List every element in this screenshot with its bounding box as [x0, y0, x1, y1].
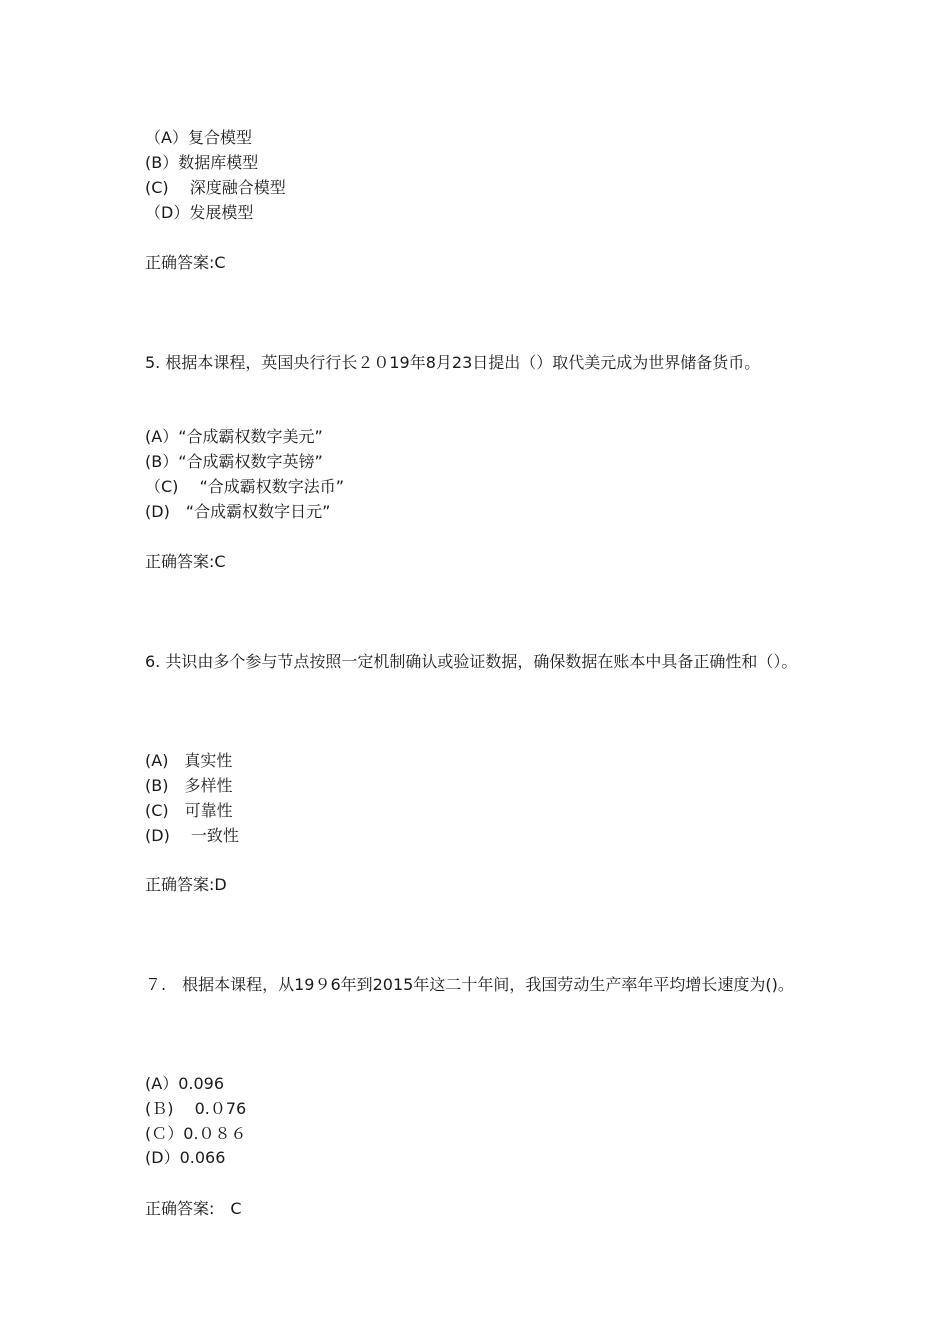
q5-stem: 5. 根据本课程，英国央行行长２０19年8月23日提出（）取代美元成为世界储备货币。	[145, 353, 761, 372]
q7-option-b: (Ｂ) 0.０76	[145, 1099, 247, 1118]
q5-option-c: （C) “合成霸权数字法币”	[145, 477, 345, 496]
q5-option-a: (A）“合成霸权数字美元”	[145, 427, 323, 446]
q7-stem: ７. 根据本课程，从19９6年到2015年这二十年间，我国劳动生产率年平均增长速度为()。	[145, 975, 794, 994]
q6-answer: 正确答案:D	[145, 875, 227, 894]
q5-option-d: (D) “合成霸权数字日元”	[145, 502, 331, 521]
q6-stem: 6. 共识由多个参与节点按照一定机制确认或验证数据，确保数据在账本中具备正确性和（）。	[145, 652, 798, 671]
q4-option-c: (C) 深度融合模型	[145, 178, 286, 197]
q6-option-d: (D) 一致性	[145, 826, 239, 845]
q6-option-b: (B) 多样性	[145, 776, 233, 795]
q7-option-c: (Ｃ）0.０８６	[145, 1124, 247, 1143]
q7-option-a: (A）0.096	[145, 1074, 224, 1093]
q4-answer: 正确答案:C	[145, 253, 226, 272]
q4-option-d: （D）发展模型	[145, 203, 254, 222]
q4-option-b: (B）数据库模型	[145, 153, 259, 172]
q5-answer: 正确答案:C	[145, 552, 226, 571]
q4-option-a: （A）复合模型	[145, 128, 252, 147]
q7-answer: 正确答案: C	[145, 1199, 242, 1218]
q5-option-b: (B）“合成霸权数字英镑”	[145, 452, 323, 471]
q6-option-a: (A) 真实性	[145, 751, 233, 770]
q7-option-d: (D）0.066	[145, 1148, 226, 1167]
q6-option-c: (C) 可靠性	[145, 801, 233, 820]
